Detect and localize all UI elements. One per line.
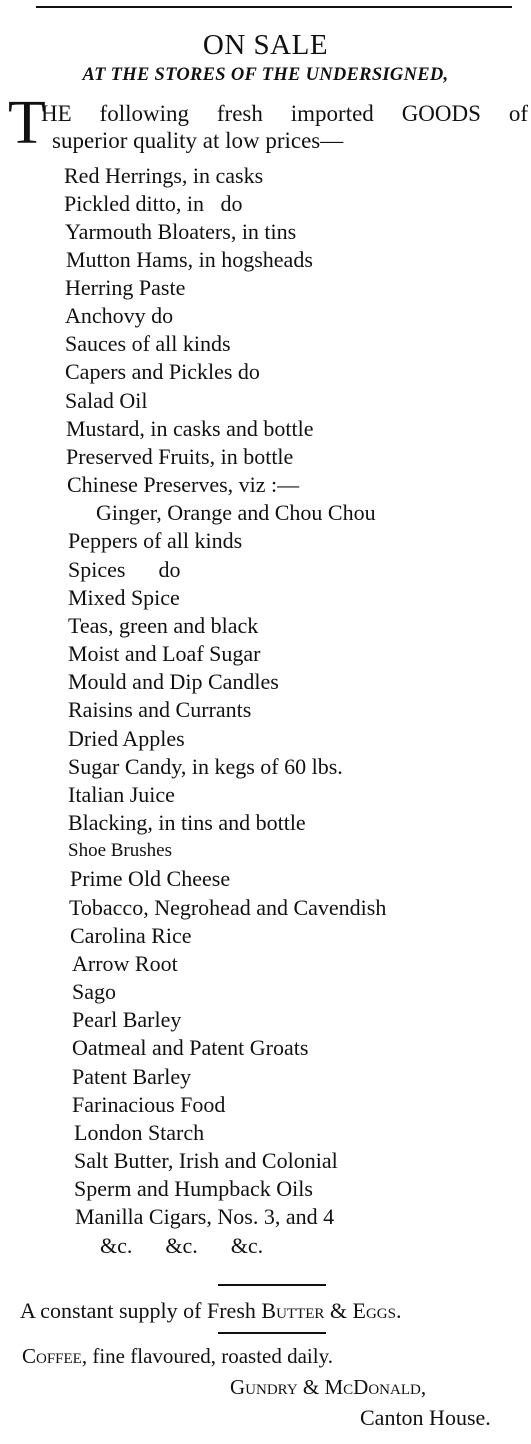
list-item: Manilla Cigars, Nos. 3, and 4 — [75, 1204, 335, 1229]
list-item: Herring Paste — [65, 275, 186, 300]
page-title: ON SALE — [202, 29, 329, 61]
list-item: Salt Butter, Irish and Colonial — [74, 1148, 338, 1173]
list-item: Capers and Pickles do — [65, 359, 260, 384]
top-rule — [36, 6, 512, 8]
list-item: Pearl Barley — [72, 1007, 182, 1032]
intro-line-2: superior quality at low prices— — [52, 128, 344, 153]
list-item: Sperm and Humpback Oils — [74, 1176, 313, 1201]
list-item: Sugar Candy, in kegs of 60 lbs. — [68, 754, 343, 779]
list-item: Peppers of all kinds — [68, 528, 243, 553]
list-item: Arrow Root — [72, 951, 178, 976]
list-item: Mould and Dip Candles — [68, 669, 279, 694]
list-item: Moist and Loaf Sugar — [68, 641, 261, 666]
supply-notice — [20, 1298, 401, 1324]
signature-address: Canton House. — [360, 1405, 491, 1430]
coffee-notice-label: Coffee, — [22, 1344, 88, 1368]
list-item: Chinese Preserves, viz :— — [67, 472, 300, 497]
list-item: Sago — [72, 979, 116, 1004]
list-item: Oatmeal and Patent Groats — [72, 1035, 309, 1060]
list-item: Pickled ditto, in do — [64, 191, 243, 216]
drop-cap: T — [8, 89, 46, 157]
list-item: Shoe Brushes — [68, 840, 172, 861]
list-item: Anchovy do — [65, 303, 174, 328]
divider-2 — [218, 1332, 326, 1334]
list-item: Raisins and Currants — [68, 697, 252, 722]
supply-notice-goods: Butter & Eggs. — [261, 1298, 402, 1323]
list-item: Red Herrings, in casks — [64, 163, 264, 188]
supply-notice-text: A constant supply of Fresh — [20, 1298, 262, 1323]
list-item: Italian Juice — [68, 782, 175, 807]
list-item: Tobacco, Negrohead and Cavendish — [69, 895, 387, 920]
subtitle: AT THE STORES OF THE UNDERSIGNED, — [82, 65, 449, 85]
coffee-notice-text: fine flavoured, roasted daily. — [87, 1344, 333, 1368]
list-item: Dried Apples — [68, 726, 185, 751]
list-item: London Starch — [74, 1120, 205, 1145]
list-item: Preserved Fruits, in bottle — [66, 444, 294, 469]
list-item: Blacking, in tins and bottle — [68, 810, 306, 835]
list-item: Spices do — [68, 557, 181, 582]
list-item: Teas, green and black — [68, 613, 259, 638]
list-item: Patent Barley — [72, 1064, 192, 1089]
intro-line-1: HE following fresh imported GOODS of — [41, 101, 528, 126]
list-item: Mustard, in casks and bottle — [66, 416, 314, 441]
list-item: Mixed Spice — [68, 585, 180, 610]
list-item: Carolina Rice — [70, 923, 192, 948]
list-item: Ginger, Orange and Chou Chou — [96, 500, 376, 525]
list-item: Yarmouth Bloaters, in tins — [65, 219, 297, 244]
list-item: Prime Old Cheese — [70, 866, 231, 891]
divider-1 — [218, 1284, 326, 1286]
signature-firm: Gundry & McDonald, — [230, 1375, 427, 1399]
list-item: Sauces of all kinds — [65, 331, 231, 356]
coffee-notice — [22, 1343, 333, 1369]
list-item: Salad Oil — [65, 388, 148, 413]
list-item: Mutton Hams, in hogsheads — [66, 247, 313, 272]
list-item: Farinacious Food — [72, 1092, 226, 1117]
list-item: &c. &c. &c. — [100, 1233, 264, 1258]
